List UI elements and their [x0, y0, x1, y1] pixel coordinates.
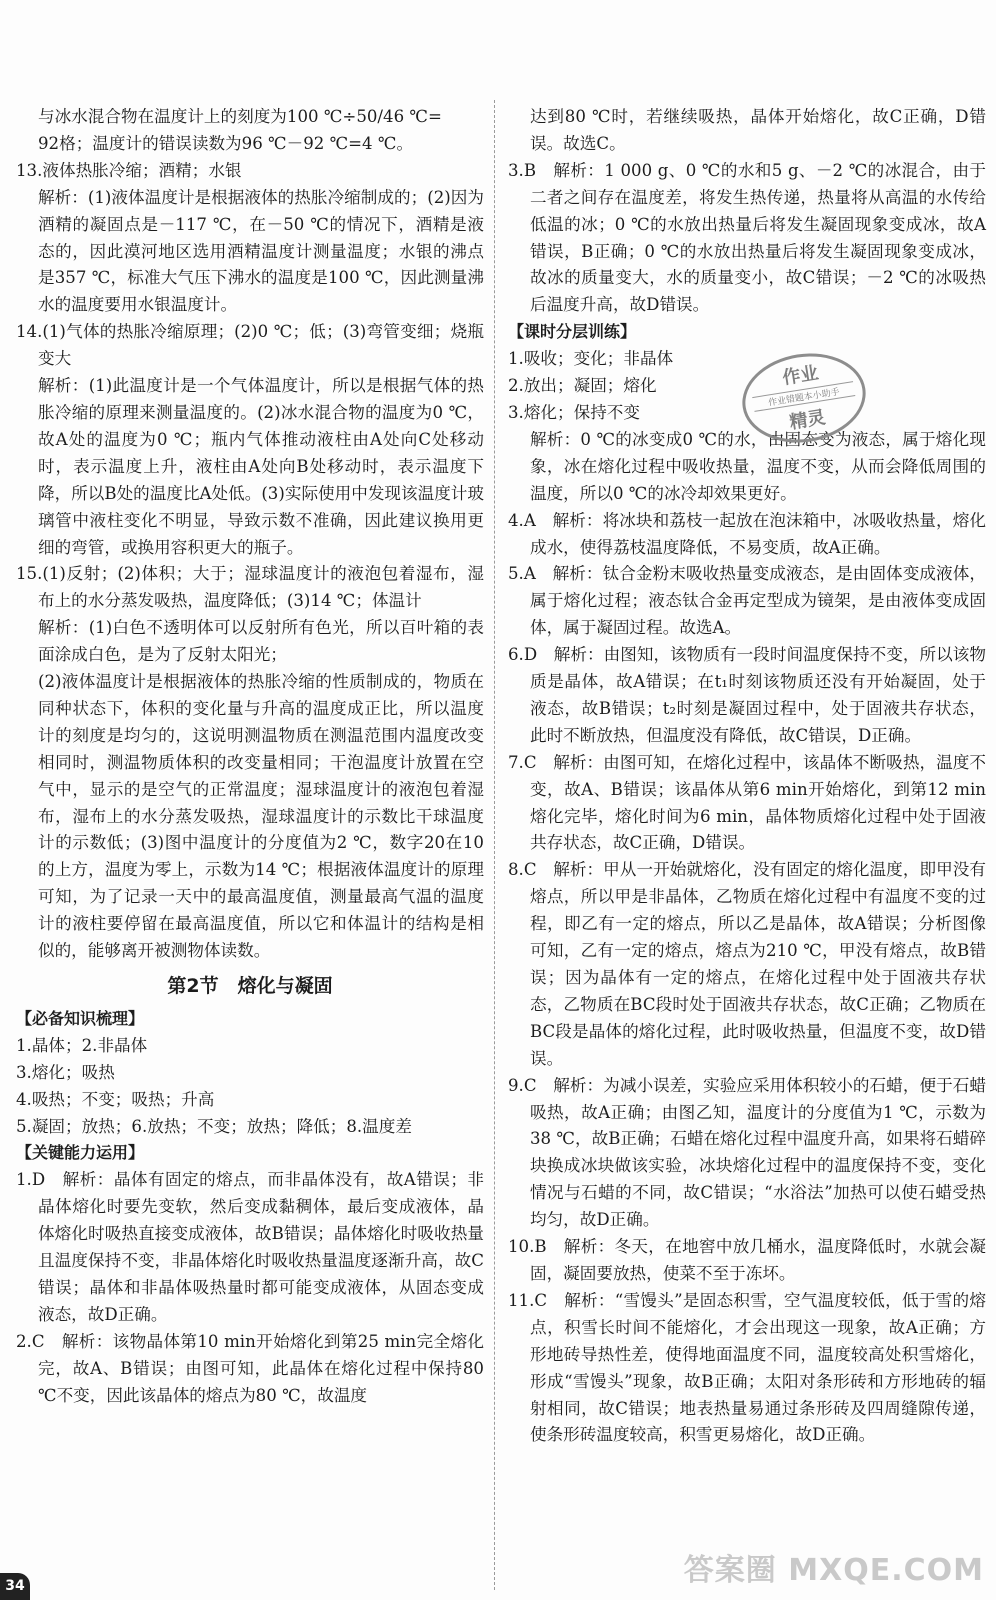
answer-paragraph: 4.A 解析：将冰块和荔枝一起放在泡沫箱中，冰吸收热量，熔化成水，使得荔枝温度降低，不易变质，故A正确。 — [508, 510, 986, 557]
answer-paragraph: 3.熔化；吸热 — [16, 1062, 115, 1082]
answer-paragraph: 解析：0 ℃的冰变成0 ℃的水，由固态变为液态，属于熔化现象，冰在熔化过程中吸收热量，温度不变，从而会降低周围的温度，所以0 ℃的冰冷却效果更好。 — [530, 429, 986, 503]
right-column — [508, 104, 986, 1449]
stamp-middle: 作业错题本小助手 — [752, 381, 855, 412]
section-heading: 【关键能力运用】 — [16, 1143, 145, 1163]
column-divider — [494, 100, 495, 1590]
answer-paragraph: 5.A 解析：钛合金粉末吸收热量变成液态，是由固体变成液体，属于熔化过程；液态钛合金再定型成为镜架，是由液体变成固体，属于凝固过程。故选A。 — [508, 564, 986, 638]
answer-paragraph: 2.C 解析：该物晶体第10 min开始熔化到第25 min完全熔化完，故A、B错误；由图可知，此晶体在熔化过程中保持80 ℃不变，因此该晶体的熔点为80 ℃，故温度 — [16, 1331, 490, 1405]
answer-paragraph: 4.吸热；不变；吸热；升高 — [16, 1089, 215, 1109]
answer-paragraph: (2)液体温度计是根据液体的热胀冷缩的性质制成的，物质在同种状态下，体积的变化量与升高的温度成正比，所以温度计的刻度是均匀的，这说明测温物质在测温范围内温度改变相同时，测温物质体积的改变量相同；干泡温度计放置在空气中，显示的是空气的正常温度；湿球温度计的液泡包着湿布，湿布上的水分蒸发吸热，湿球温度计的示数比干球温度计的示数低；(3)图中温度计的分度值为2 ℃，数字20在10的上方，温度为零上，示数为14 ℃；根据液体温度计的原理可知，为了记录一天中的最高温度值，测量最高气温的温度计的液柱要停留在最高温度值，所以它和体温计的结构是相似的，能够离开被测物体读数。 — [38, 672, 484, 961]
answer-paragraph: 1.晶体；2.非晶体 — [16, 1035, 148, 1055]
answer-paragraph: 解析：(1)液体温度计是根据液体的热胀冷缩制成的；(2)因为酒精的凝固点是－117 ℃，在－50 ℃的情况下，酒精是液态的，因此漠河地区选用酒精温度计测量温度；水银的沸点是357 ℃，标准大气压下沸水的温度是100 ℃，因此测量沸水的温度要用水银温度计。 — [38, 187, 484, 315]
answer-paragraph: 6.D 解析：由图知，该物质有一段时间温度保持不变，所以该物质是晶体，故A错误；在t₁时刻该物质还没有开始凝固，处于液态，故B错误；t₂时刻是凝固过程中，处于固液共存状态，此时不断放热，但温度没有降低，故C错误，D正确。 — [508, 645, 986, 745]
answer-paragraph: 3.熔化；保持不变 — [508, 402, 640, 422]
answer-paragraph: 15.(1)反射；(2)体积；大于；湿球温度计的液泡包着湿布，湿布上的水分蒸发吸热，温度降低；(3)14 ℃；体温计 — [16, 564, 484, 611]
answer-paragraph: 7.C 解析：由图可知，在熔化过程中，该晶体不断吸热，温度不变，故A、B错误；该晶体从第6 min开始熔化，到第12 min熔化完毕，熔化时间为6 min，晶体物质熔化过程中处于固液共存状态，故C正确，D错误。 — [508, 752, 986, 853]
page-number: 34 — [0, 1573, 30, 1600]
answer-paragraph: 9.C 解析：为减小误差，实验应采用体积较小的石蜡，便于石蜡吸热，故A正确；由图乙知，温度计的分度值为1 ℃，示数为38 ℃，故B正确；石蜡在熔化过程中温度升高，如果将石蜡碎块换成冰块做该实验，冰块熔化过程中的温度保持不变，变化情况与石蜡的不同，故C错误；“水浴法”加热可以使石蜡受热均匀，故D正确。 — [508, 1075, 986, 1230]
answer-paragraph: 2.放出；凝固；熔化 — [508, 376, 657, 396]
answer-paragraph: 解析：(1)此温度计是一个气体温度计，所以是根据气体的热胀冷缩的原理来测量温度的。(2)冰水混合物的温度为0 ℃，故A处的温度为0 ℃；瓶内气体推动液柱由A处向C处移动时，表示温度上升，液柱由A处向B处移动时，表示温度下降，所以B处的温度比A处低。(3)实际使用中发现该温度计玻璃管中液柱变化不明显，导致示数不准确，因此建议换用更细的弯管，或换用容积更大的瓶子。 — [38, 376, 484, 557]
answer-paragraph: 92格；温度计的错误读数为96 ℃－92 ℃=4 ℃。 — [38, 133, 414, 153]
answer-paragraph: 14.(1)气体的热胀冷缩原理；(2)0 ℃；低；(3)弯管变细；烧瓶变大 — [16, 322, 484, 369]
answer-paragraph: 8.C 解析：甲从一开始就熔化，没有固定的熔化温度，即甲没有熔点，所以甲是非晶体，乙物质在熔化过程中有温度不变的过程，即乙有一定的熔点，所以乙是晶体，故A错误；分析图像可知，乙有一定的熔点，熔点为210 ℃，甲没有熔点，故B错误；因为晶体有一定的熔点，在熔化过程中处于固液共存状态，乙物质在BC段时处于固液共存状态，故C正确；乙物质在BC段是晶体的熔化过程，此时吸收热量，但温度不变，故D错误。 — [508, 860, 986, 1068]
section-heading: 【课时分层训练】 — [508, 322, 637, 342]
answer-paragraph: 1.D 解析：晶体有固定的熔点，而非晶体没有，故A错误；非晶体熔化时要先变软，然后变成黏稠体，最后变成液体，晶体熔化时吸热直接变成液体，故B错误；晶体熔化时吸收热量且温度保持不变，非晶体熔化时吸收热量温度逐渐升高，故C错误；晶体和非晶体吸热量时都可能变成液体，从固态变成液态，故D正确。 — [16, 1170, 484, 1324]
answer-paragraph: 5.凝固；放热；6.放热；不变；放热；降低；8.温度差 — [16, 1116, 412, 1136]
stamp-top: 作业 — [781, 362, 820, 389]
section-heading: 【必备知识梳理】 — [16, 1008, 145, 1028]
answer-paragraph: 解析：(1)白色不透明体可以反射所有色光，所以百叶箱的表面涂成白色，是为了反射太阳光； — [38, 618, 484, 665]
left-column — [16, 104, 490, 1410]
answer-paragraph: 11.C 解析：“雪馒头”是固态积雪，空气温度较低，低于雪的熔点，积雪长时间不能熔化，才会出现这一现象，故A正确；方形地砖导热性差，使得地面温度不同，温度较高处积雪熔化，形成“雪馒头”现象，故B正确；太阳对条形砖和方形地砖的辐射相同，故C错误；地表热量易通过条形砖及四周缝隙传递，使条形砖温度较高，积雪更易熔化，故D正确。 — [508, 1290, 986, 1445]
answer-paragraph: 10.B 解析：冬天，在地窖中放几桶水，温度降低时，水就会凝固，凝固要放热，使菜不至于冻坏。 — [508, 1237, 986, 1283]
answer-paragraph: 3.B 解析：1 000 g、0 ℃的水和5 g、－2 ℃的冰混合，由于二者之间存在温度差，将发生热传递，热量将从高温的水传给低温的冰；0 ℃的水放出热量后将发生凝固现象变成冰，故A错误，B正确；0 ℃的水放出热量后将发生凝固现象变成冰，故冰的质量变大，水的质量变小，故C错误；－2 ℃的冰吸热后温度升高，故D错误。 — [508, 160, 986, 315]
answer-paragraph: 1.吸收；变化；非晶体 — [508, 349, 674, 369]
answer-paragraph: 达到80 ℃时，若继续吸热，晶体开始熔化，故C正确，D错误。故选C。 — [530, 107, 986, 153]
section-title: 第2节 熔化与凝固 — [167, 975, 333, 997]
answer-paragraph: 与冰水混合物在温度计上的刻度为100 ℃÷50/46 ℃= — [38, 107, 442, 126]
stamp-bottom: 精灵 — [788, 407, 827, 434]
answer-paragraph: 13.液体热胀冷缩；酒精；水银 — [16, 160, 242, 180]
watermark-logo: 答案圈 MXQE.COM — [683, 1553, 984, 1588]
